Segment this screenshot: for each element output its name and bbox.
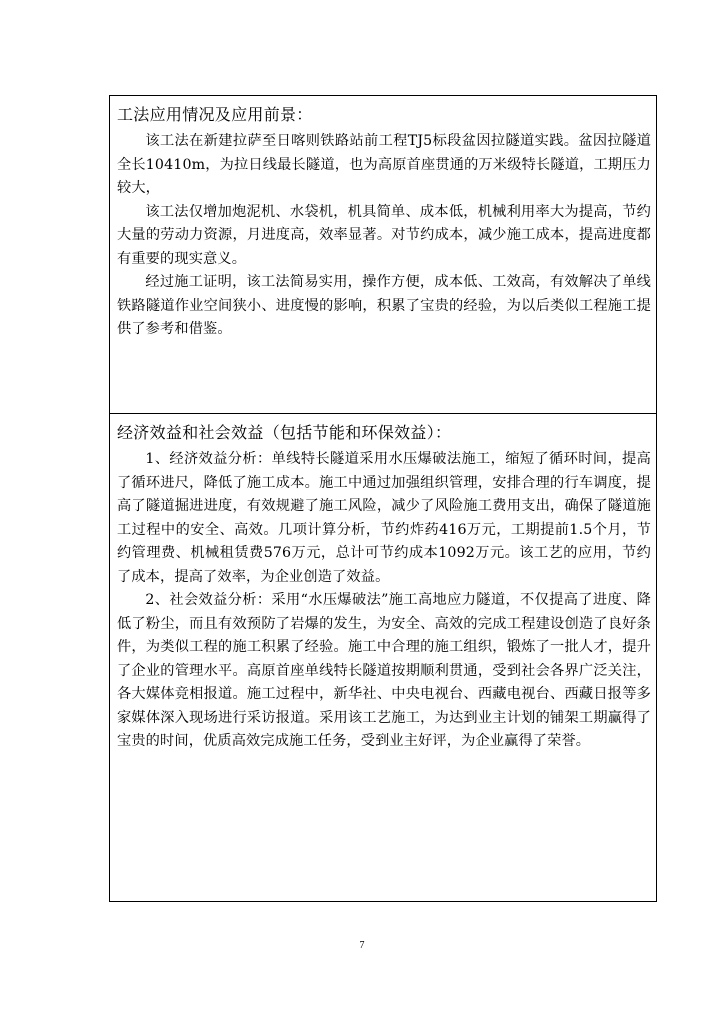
social-benefit-paragraph: 2、社会效益分析：采用“水压爆破法”施工高地应力隧道，不仅提高了进度、降低了粉尘，而且有效预防了岩爆的发生，为安全、高效的完成工程建设创造了良好条件，为类似工程的施工积累了经验。施工中合理的施工组织，锻炼了一批人才，提升了企业的管理水平。高原首座单线特长隧道按期顺利贯通，受到社会各界广泛关注，各大媒体竞相报道。施工过程中，新华社、中央电视台、西藏电视台、西藏日报等多家媒体深入现场进行采访报道。采用该工艺施工，为达到业主计划的铺架工期赢得了宝贵的时间，优质高效完成施工任务，受到业主好评，为企业赢得了荣誉。 — [117, 592, 651, 749]
application-paragraph: 该工法仅增加炮泥机、水袋机，机具简单、成本低，机械利用率大为提高，节约大量的劳动力资源，月进度高，效率显著。对节约成本，减少施工成本，提高进度都有重要的现实意义。 — [117, 203, 651, 267]
form-table — [109, 95, 657, 902]
benefits-section — [110, 414, 656, 901]
application-paragraph: 该工法在新建拉萨至日喀则铁路站前工程TJ5标段盆因拉隧道实践。盆因拉隧道全长10410m，为拉日线最长隧道，也为高原首座贯通的万米级特长隧道，工期压力较大， — [117, 133, 651, 196]
application-paragraph: 经过施工证明，该工法简易实用，操作方便，成本低、工效高，有效解决了单线铁路隧道作业空间狭小、进度慢的影响，积累了宝贵的经验，为以后类似工程施工提供了参考和借鉴。 — [117, 274, 651, 337]
page-number: 7 — [359, 940, 365, 951]
application-section — [110, 96, 656, 414]
economic-benefit-paragraph: 1、经济效益分析：单线特长隧道采用水压爆破法施工，缩短了循环时间，提高了循环进尺，降低了施工成本。施工中通过加强组织管理，安排合理的行车调度，提高了隧道掘进进度，有效规避了施工风险，减少了风险施工费用支出，确保了隧道施工过程中的安全、高效。几项计算分析，节约炸药416万元，工期提前1.5个月，节约管理费、机械租赁费576万元，总计可节约成本1092万元。该工艺的应用，节约了成本，提高了效率，为企业创造了效益。 — [117, 451, 651, 585]
benefits-heading: 经济效益和社会效益（包括节能和环保效益）： — [117, 423, 452, 442]
application-heading: 工法应用情况及应用前景： — [117, 105, 313, 124]
